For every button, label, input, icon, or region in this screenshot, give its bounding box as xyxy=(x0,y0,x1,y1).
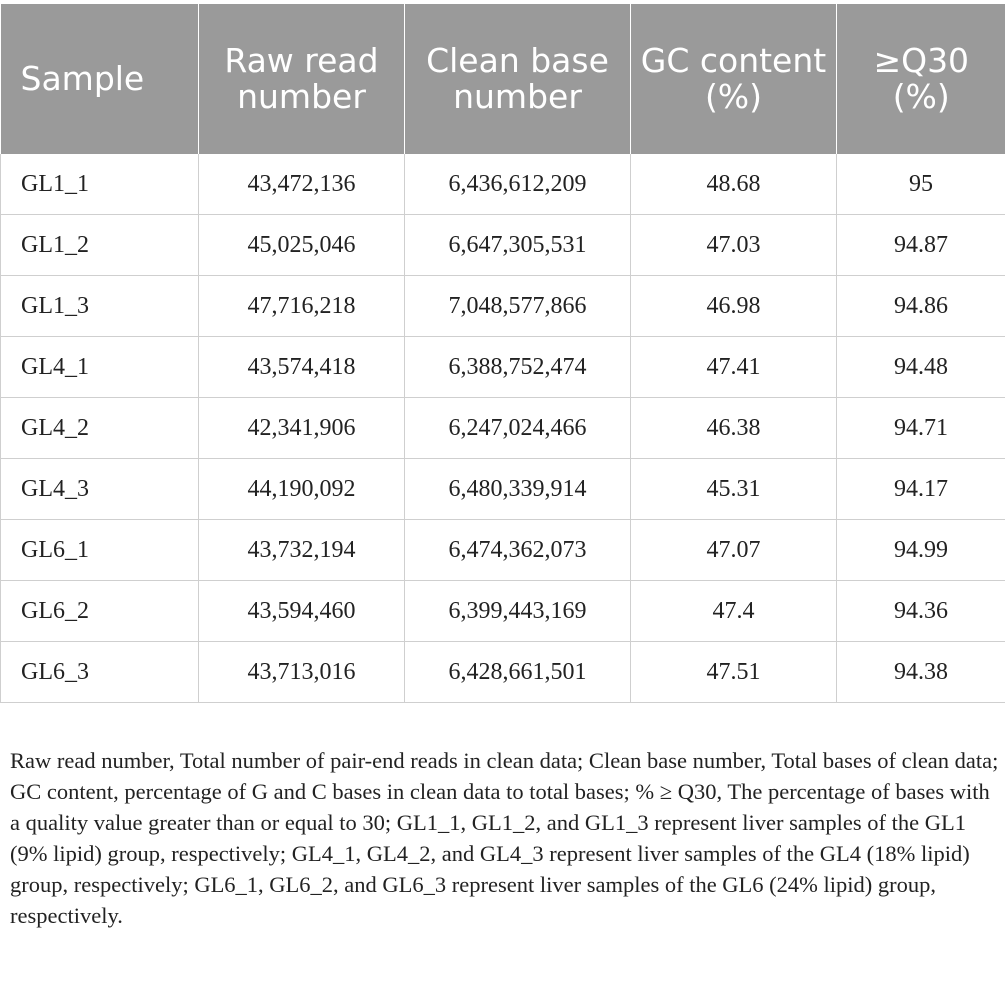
cell-raw-read-number: 47,716,218 xyxy=(199,276,405,337)
table-row xyxy=(1,276,1005,337)
cell-clean-base-number: 6,474,362,073 xyxy=(405,520,631,581)
cell-gc-content: 47.07 xyxy=(631,520,837,581)
cell-q30: 94.17 xyxy=(837,459,1005,520)
header-row xyxy=(1,4,1005,154)
cell-raw-read-number: 43,713,016 xyxy=(199,642,405,703)
table-row xyxy=(1,337,1005,398)
cell-gc-content: 47.03 xyxy=(631,215,837,276)
table-row xyxy=(1,154,1005,215)
table-body xyxy=(1,154,1005,703)
table-header xyxy=(1,4,1005,154)
cell-raw-read-number: 43,472,136 xyxy=(199,154,405,215)
cell-gc-content: 47.51 xyxy=(631,642,837,703)
cell-clean-base-number: 6,647,305,531 xyxy=(405,215,631,276)
cell-raw-read-number: 43,594,460 xyxy=(199,581,405,642)
cell-q30: 95 xyxy=(837,154,1005,215)
cell-gc-content: 46.98 xyxy=(631,276,837,337)
table-row xyxy=(1,459,1005,520)
cell-sample: GL6_2 xyxy=(1,581,199,642)
cell-gc-content: 45.31 xyxy=(631,459,837,520)
cell-raw-read-number: 43,574,418 xyxy=(199,337,405,398)
cell-gc-content: 47.41 xyxy=(631,337,837,398)
table-row xyxy=(1,642,1005,703)
table-row xyxy=(1,215,1005,276)
cell-sample: GL1_2 xyxy=(1,215,199,276)
cell-q30: 94.36 xyxy=(837,581,1005,642)
cell-clean-base-number: 7,048,577,866 xyxy=(405,276,631,337)
cell-raw-read-number: 45,025,046 xyxy=(199,215,405,276)
cell-clean-base-number: 6,247,024,466 xyxy=(405,398,631,459)
cell-sample: GL4_2 xyxy=(1,398,199,459)
cell-gc-content: 47.4 xyxy=(631,581,837,642)
sequencing-data-table xyxy=(0,4,1005,703)
header-gc-content: GC content (%) xyxy=(631,4,837,154)
cell-gc-content: 46.38 xyxy=(631,398,837,459)
cell-q30: 94.99 xyxy=(837,520,1005,581)
cell-clean-base-number: 6,428,661,501 xyxy=(405,642,631,703)
table-row xyxy=(1,581,1005,642)
header-sample: Sample xyxy=(1,4,199,154)
cell-sample: GL6_3 xyxy=(1,642,199,703)
cell-clean-base-number: 6,399,443,169 xyxy=(405,581,631,642)
cell-gc-content: 48.68 xyxy=(631,154,837,215)
cell-sample: GL6_1 xyxy=(1,520,199,581)
cell-raw-read-number: 43,732,194 xyxy=(199,520,405,581)
header-q30: ≥Q30 (%) xyxy=(837,4,1005,154)
cell-q30: 94.48 xyxy=(837,337,1005,398)
cell-q30: 94.38 xyxy=(837,642,1005,703)
header-raw-read-number: Raw read number xyxy=(199,4,405,154)
cell-q30: 94.87 xyxy=(837,215,1005,276)
cell-clean-base-number: 6,388,752,474 xyxy=(405,337,631,398)
cell-q30: 94.71 xyxy=(837,398,1005,459)
cell-clean-base-number: 6,480,339,914 xyxy=(405,459,631,520)
header-clean-base-number: Clean base number xyxy=(405,4,631,154)
cell-sample: GL4_1 xyxy=(1,337,199,398)
cell-raw-read-number: 44,190,092 xyxy=(199,459,405,520)
table-row xyxy=(1,398,1005,459)
table-row xyxy=(1,520,1005,581)
cell-sample: GL1_3 xyxy=(1,276,199,337)
table-footnote: Raw read number, Total number of pair-end reads in clean data; Clean base number, Total bases of clean data; GC content, percentage of G and C bases in clean data to total bases; % ≥ Q30, The percentage of bases with a quality value greater than or equal to 30; GL1_1, GL1_2, and GL1_3 represent liver samples of the GL1 (9% lipid) group, respectively; GL4_1, GL4_2, and GL4_3 represent liver samples of the GL4 (18% lipid) group, respectively; GL6_1, GL6_2, and GL6_3 represent liver samples of the GL6 (24% lipid) group, respectively. xyxy=(10,747,999,928)
cell-sample: GL1_1 xyxy=(1,154,199,215)
cell-q30: 94.86 xyxy=(837,276,1005,337)
cell-sample: GL4_3 xyxy=(1,459,199,520)
cell-clean-base-number: 6,436,612,209 xyxy=(405,154,631,215)
cell-raw-read-number: 42,341,906 xyxy=(199,398,405,459)
data-table-container xyxy=(0,4,1005,703)
